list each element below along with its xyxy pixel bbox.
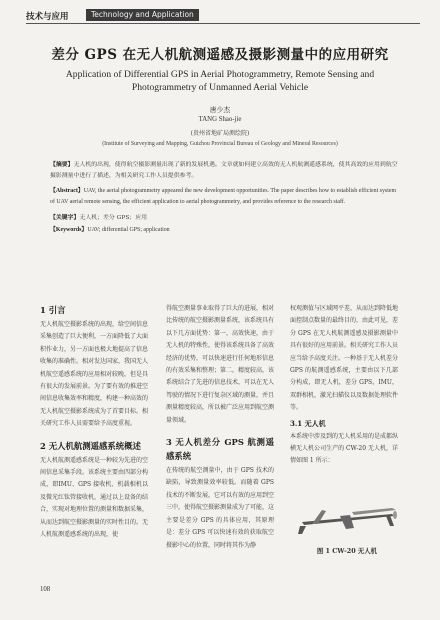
header-rule — [26, 23, 420, 24]
abstract-en — [50, 186, 400, 208]
keywords-en-label: 【Keywords】 — [50, 227, 88, 233]
author-en: TANG Shao-jie — [198, 116, 242, 123]
running-header — [26, 9, 420, 23]
affiliation-en: (Institute of Surveying and Mapping, Guizhou Provincial Bureau of Geology and Mineral Resources) — [102, 141, 338, 147]
column-2-body: 得航空测量事业取得了巨大的进展，相对比传统的航空摄影测量系统，该系统具有以下几方面优势：第一，高效快速，由于无人机的特殊性，使得该系统具备了高效经济的优势，可以快速进行任何地形信息的有效采集和整理；第二，精度较高，该系统结合了先进的信息技术，可以在无人驾驶的情况下进行复杂区域的测量，并且测量精度较高，所以被广泛应用到航空测量领域。 — [166, 305, 275, 424]
section-2-body: 无人机航测遥感系统是一种较为先进的空间信息采集手段。该系统主要由四部分构成，即IMU、GPS 接收机、机载相机以及微光红钛管接收机，通过以上设备的结合，实现对地理位置的测量和数据采集，从而达到航空摄影测量的实时性目的。无人机航测遥感系统的出现，使 — [40, 456, 149, 539]
header-section-en: Technology and Application — [86, 9, 199, 21]
title-en: Application of Differential GPS in Aerial Photogrammetry, Remote Sensing and Photogrammetry of Unmanned Aerial Vehicle — [65, 69, 375, 93]
keywords-en-text: UAV; differential GPS; application — [87, 227, 170, 233]
body-column-1 — [40, 303, 148, 542]
abstract-cn — [50, 159, 400, 182]
abstract-en-label: 【Abstract】 — [50, 188, 84, 194]
column-3-body: 权观测值与区域网平差，从而达到降低地面控制点数量的最终目的，由此可见，差分 GPS 在无人机航测遥感及摄影测量中具有很好的应用前景。相关研究工作人员应当给予高度关注。一种基于无人机差分 GPS 的航测遥感系统，主要由以下几部分构成，即无人机，差分 GPS，IMU，双群相机，激光扫描仪以及数据处理软件等。 — [290, 305, 399, 412]
author-cn: 唐少杰 — [209, 106, 231, 114]
header-section-cn: 技术与应用 — [26, 12, 69, 22]
title-cn: 差分 GPS 在无人机航测遥感及摄影测量中的应用研究 — [51, 47, 389, 63]
uav-figure-image — [292, 494, 402, 538]
body-column-2 — [166, 303, 274, 552]
page-number: 108 — [40, 586, 51, 593]
section-3-title: 3 无人机差分 GPS 航测遥感系统 — [166, 437, 274, 462]
keywords-cn-label: 【关键字】 — [50, 214, 80, 221]
abstract-cn-label: 【摘要】 — [50, 161, 74, 168]
abstract-cn-text: 无人机的出现，使得航空摄影测量出现了新的发展机遇。文章就如何建立高效的无人机航测遥感系统，使其高效的应用到航空摄影测量中进行了描述，为相关研究工作人员提供参考。 — [50, 162, 398, 179]
subsection-3-1-title: 3.1 无人机 — [290, 418, 326, 428]
abstract-en-text: UAV, the aerial photogrammetry appeared the new development opportunities. The paper describes how to establish efficient system of UAV aerial remote sensing, the efficient application to aerial photogrammetry, and provides reference to the research staff. — [50, 188, 397, 205]
section-1-title: 1 引言 — [40, 305, 66, 315]
keywords-en — [50, 225, 400, 236]
keywords-cn — [50, 212, 400, 224]
body-column-3 — [290, 303, 398, 468]
section-3-body: 在传统的航空测量中，由于 GPS 技术的缺陷，导致测量效率较低。而随着 GPS 技术的不断发展，它可以有效的应用到空三中，使得航空摄影测量成为了可能，这主要是差分 GPS 的具体应用，其原理是：差分 GPS 可以快速有效的获取航空摄影中心的位置，同时将其作为静 — [166, 467, 275, 549]
keywords-cn-text: 无人机；差分 GPS；应用 — [79, 215, 148, 221]
section-2-title: 2 无人机航测遥感系统概述 — [40, 440, 141, 451]
affiliation-cn: (贵州省地矿局测绘院) — [190, 130, 250, 137]
figure-caption: 图 1 CW-20 无人机 — [316, 547, 378, 555]
subsection-3-1-body: 本系统中涉及到的无人机采用的是成都纵横无人机公司生产的 CW-20 无人机，详情如图 1 所示： — [290, 432, 399, 465]
section-1-body: 无人机航空摄影系统的出现，给空间信息采集创造了巨大便利，一方面降低了大面积作业力，另一方面也极大地提高了信息收集的准确性。相对发达国家，我国无人机航空遥感系统的应用相对较晚，但是具有很大的发展前景。为了要有效的推进空间信息收集效率和精度，构建一种高效的无人机航空摄影系统成为了首要目标。相关研究工作人员需要给予高度重视。 — [40, 321, 149, 428]
